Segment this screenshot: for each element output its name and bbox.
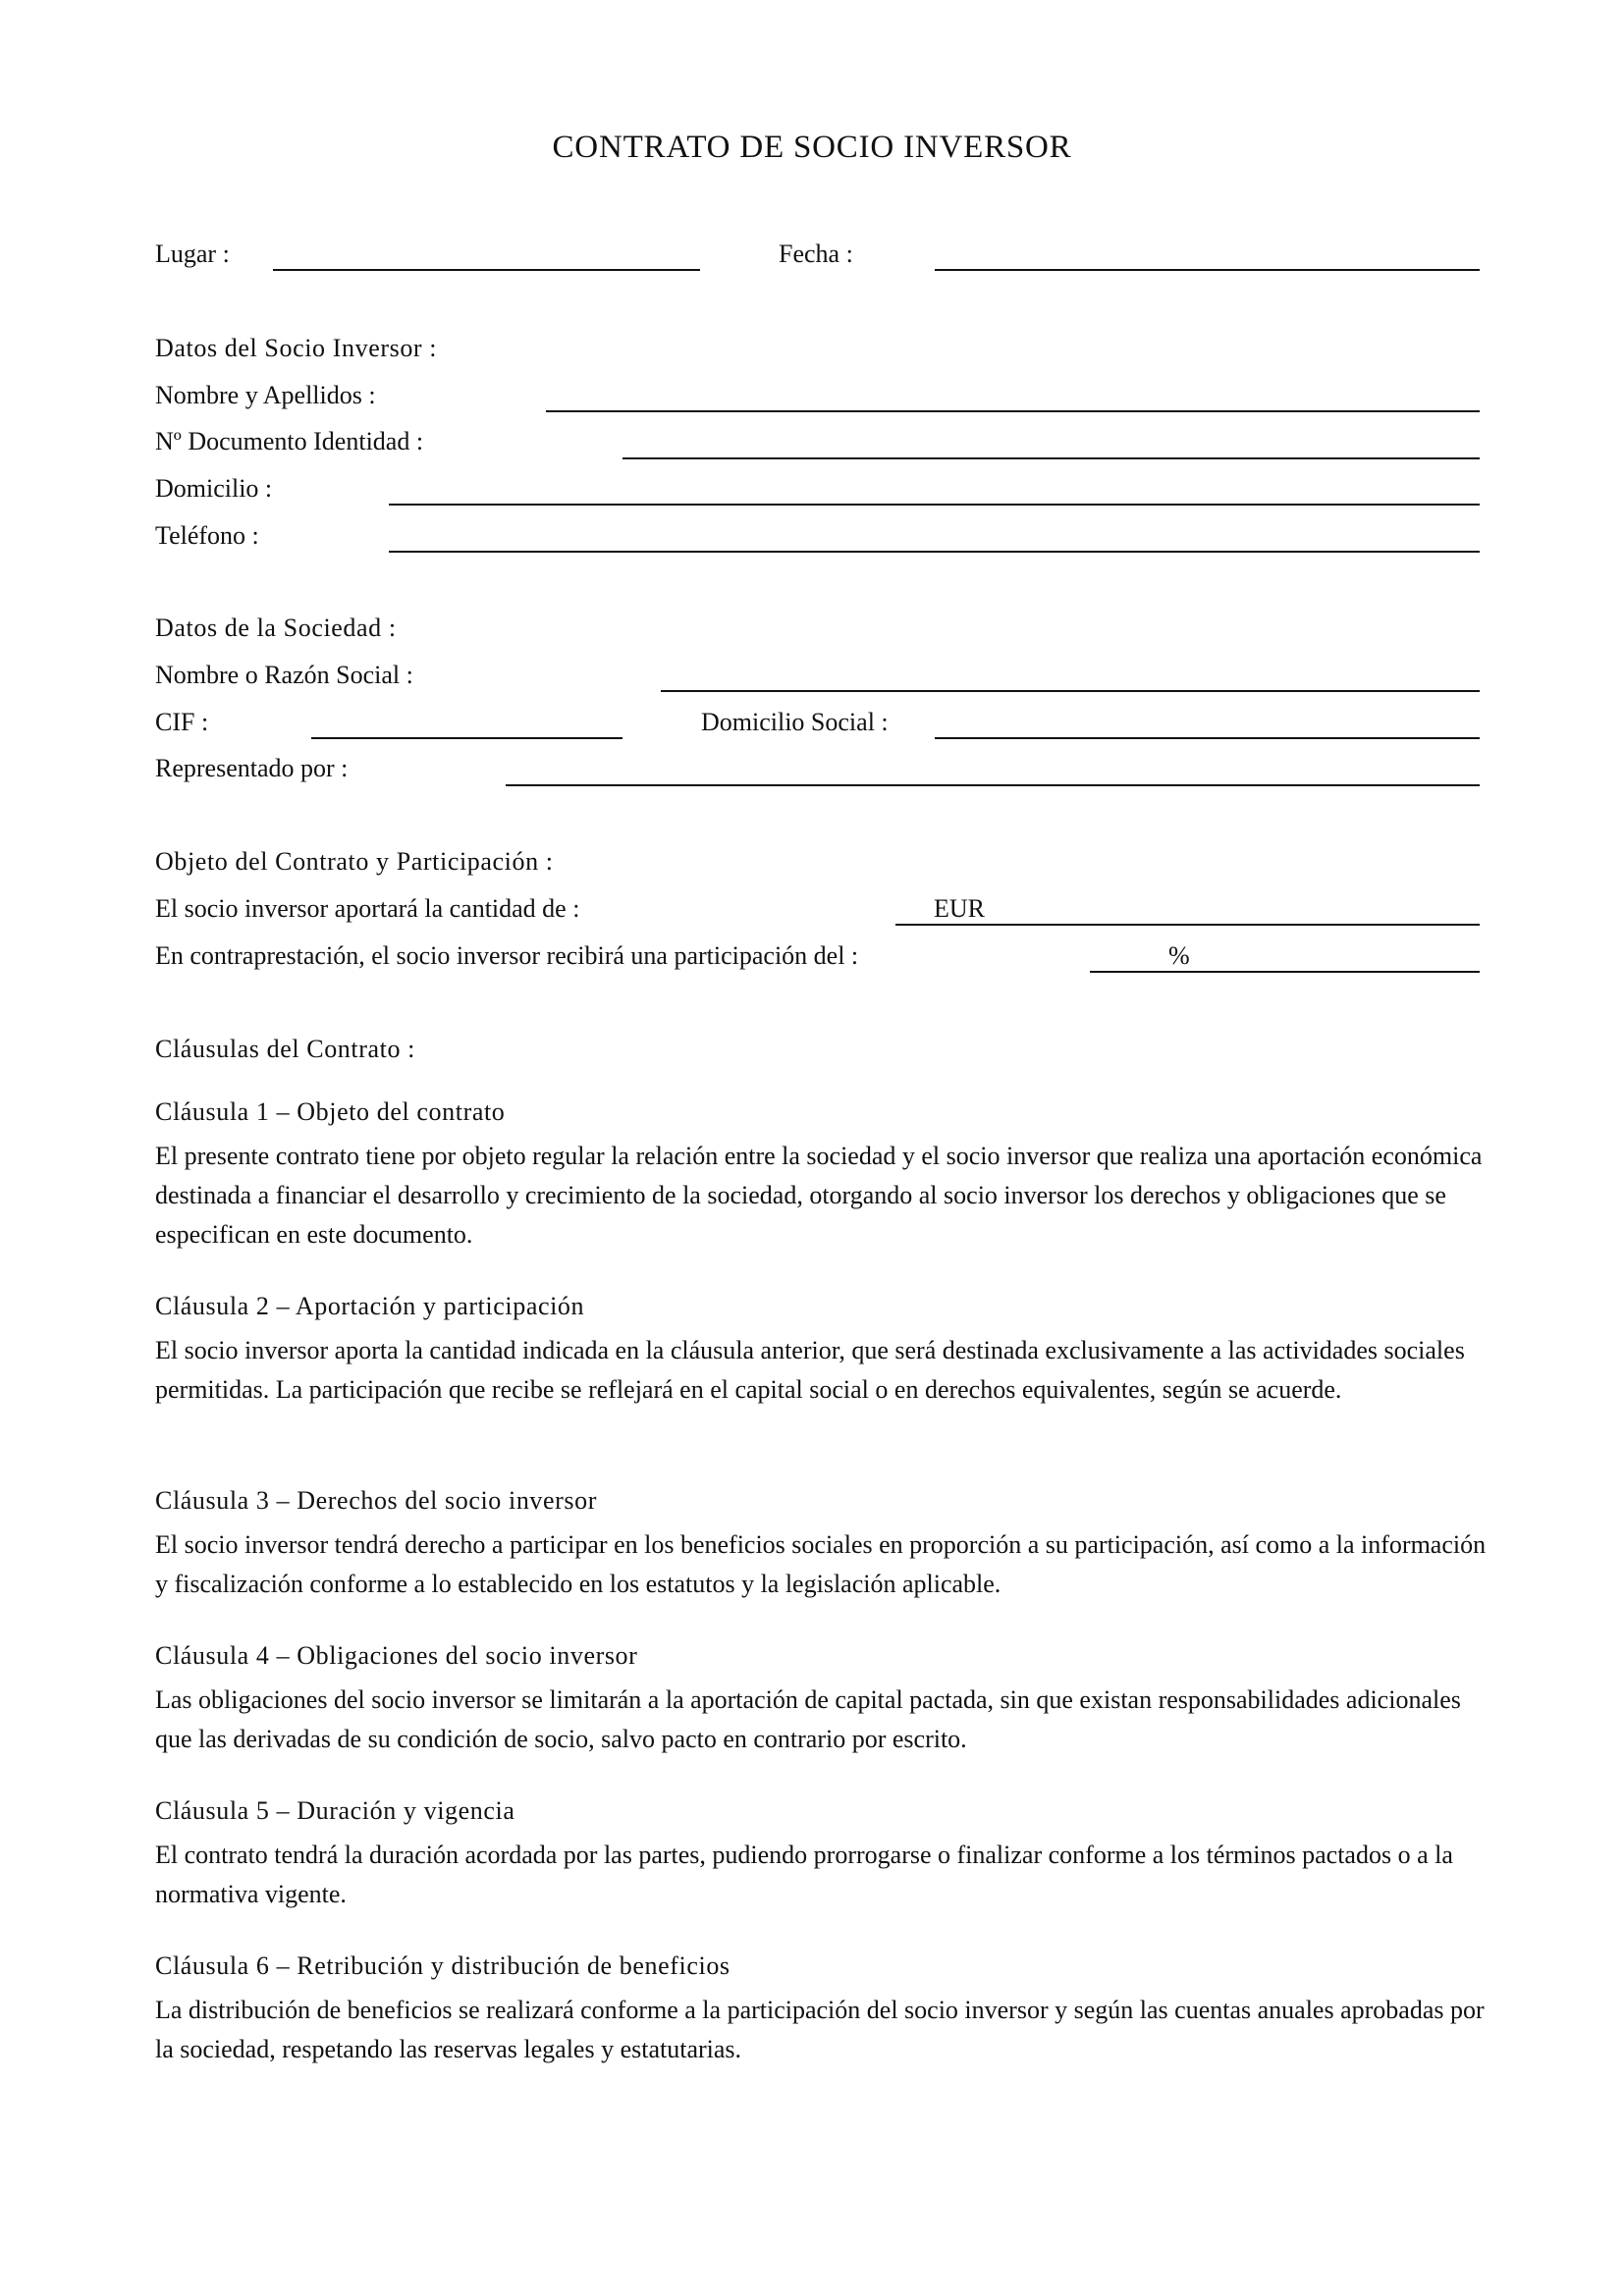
investor-address-label: Domicilio : — [155, 474, 273, 503]
amount-field[interactable] — [895, 924, 1480, 926]
investor-name-label: Nombre y Apellidos : — [155, 381, 376, 409]
share-label: En contraprestación, el socio inversor recibirá una participación del : — [155, 941, 859, 970]
representative-field[interactable] — [506, 784, 1480, 786]
company-name-field[interactable] — [661, 690, 1480, 692]
cif-field[interactable] — [311, 737, 623, 739]
company-name-label: Nombre o Razón Social : — [155, 661, 413, 689]
clause-1-body: El presente contrato tiene por objeto regular la relación entre la sociedad y el socio inversor que realiza una aportación económica destinada a financiar el desarrollo y crecimiento de la sociedad, otorgando al socio inversor los derechos y obligaciones que se especifican en este documento. — [155, 1142, 1483, 1249]
representative-label: Representado por : — [155, 754, 349, 782]
clause-5-title: Cláusula 5 – Duración y vigencia — [155, 1796, 515, 1825]
investor-address-field[interactable] — [389, 504, 1480, 506]
clause-3-title: Cláusula 3 – Derechos del socio inversor — [155, 1486, 598, 1515]
company-address-field[interactable] — [935, 737, 1480, 739]
share-field[interactable] — [1090, 971, 1480, 973]
page-title: CONTRATO DE SOCIO INVERSOR — [552, 130, 1072, 165]
investor-section-heading: Datos del Socio Inversor : — [155, 334, 438, 362]
company-section-heading: Datos de la Sociedad : — [155, 614, 397, 642]
amount-label: El socio inversor aportará la cantidad de : — [155, 894, 580, 923]
clause-3-body: El socio inversor tendrá derecho a participar en los beneficios sociales en proporción a su participación, así como a la información y fiscalización conforme a lo establecido en los estatutos y la legislación aplicable. — [155, 1530, 1487, 1598]
lugar-field[interactable] — [273, 269, 700, 271]
clause-4-title: Cláusula 4 – Obligaciones del socio inversor — [155, 1641, 638, 1670]
clause-2-body: El socio inversor aporta la cantidad indicada en la cláusula anterior, que será destinada exclusivamente a las actividades sociales permitidas. La participación que recibe se reflejará en el capital social o en derechos equivalentes, según se acuerde. — [155, 1336, 1465, 1404]
share-unit: % — [1168, 941, 1190, 970]
investor-id-label: Nº Documento Identidad : — [155, 427, 424, 455]
investor-id-field[interactable] — [623, 457, 1480, 459]
investor-name-field[interactable] — [546, 410, 1480, 412]
amount-unit: EUR — [934, 894, 985, 923]
fecha-label: Fecha : — [779, 240, 853, 268]
clause-1-title: Cláusula 1 – Objeto del contrato — [155, 1097, 506, 1126]
investor-phone-field[interactable] — [389, 551, 1480, 553]
company-address-label: Domicilio Social : — [701, 708, 889, 736]
clause-4-body: Las obligaciones del socio inversor se limitarán a la aportación de capital pactada, sin que existan responsabilidades adicionales que las derivadas de su condición de socio, salvo pacto en contrario por escrito. — [155, 1685, 1461, 1753]
clause-6-body: La distribución de beneficios se realizará conforme a la participación del socio inversor y según las cuentas anuales aprobadas por la sociedad, respetando las reservas legales y estatutarias. — [155, 1996, 1485, 2063]
lugar-label: Lugar : — [155, 240, 230, 268]
clause-6-title: Cláusula 6 – Retribución y distribución de beneficios — [155, 1951, 731, 1980]
clause-2-title: Cláusula 2 – Aportación y participación — [155, 1292, 585, 1320]
investor-phone-label: Teléfono : — [155, 521, 259, 550]
clause-5-body: El contrato tendrá la duración acordada por las partes, pudiendo prorrogarse o finalizar conforme a los términos pactados o a la normativa vigente. — [155, 1841, 1453, 1908]
fecha-field[interactable] — [935, 269, 1480, 271]
clauses-heading: Cláusulas del Contrato : — [155, 1035, 415, 1063]
cif-label: CIF : — [155, 708, 209, 736]
object-section-heading: Objeto del Contrato y Participación : — [155, 847, 554, 876]
